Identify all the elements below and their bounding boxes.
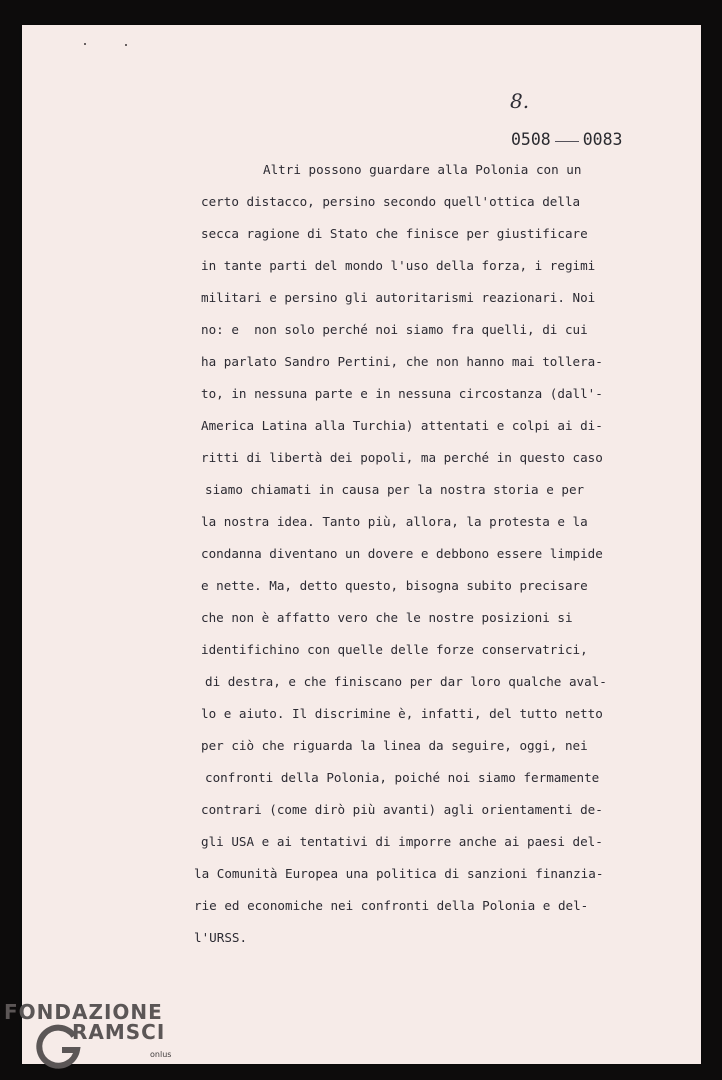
text-line: lo e aiuto. Il discrimine è, infatti, del tutto netto	[201, 706, 603, 721]
archive-code-separator	[555, 141, 579, 142]
text-line: militari e persino gli autoritarismi reazionari. Noi	[201, 290, 596, 305]
text-line: ha parlato Sandro Pertini, che non hanno mai tollera-	[201, 354, 603, 369]
watermark-line1: FONDAZIONE	[4, 1000, 163, 1024]
text-line: no: e non solo perché noi siamo fra quelli, di cui	[201, 322, 588, 337]
text-line: contrari (come dirò più avanti) agli orientamenti de-	[201, 802, 603, 817]
text-line: gli USA e ai tentativi di imporre anche ai paesi del-	[201, 834, 603, 849]
text-line: di destra, e che finiscano per dar loro qualche aval-	[205, 674, 607, 689]
text-line: ritti di libertà dei popoli, ma perché in questo caso	[201, 450, 603, 465]
text-line: identifichino con quelle delle forze conservatrici,	[201, 642, 588, 657]
text-line: confronti della Polonia, poiché noi siamo fermamente	[205, 770, 600, 785]
paper-speck	[84, 43, 86, 45]
text-line: che non è affatto vero che le nostre posizioni si	[201, 610, 573, 625]
watermark-small: onlus	[150, 1050, 172, 1059]
text-line: la nostra idea. Tanto più, allora, la protesta e la	[201, 514, 588, 529]
text-line: la Comunità Europea una politica di sanzioni finanzia-	[194, 866, 604, 881]
watermark-line2: RAMSCI	[72, 1020, 166, 1044]
archive-code-right: 0083	[582, 130, 623, 149]
paper-speck	[125, 44, 127, 46]
text-line: in tante parti del mondo l'uso della forza, i regimi	[201, 258, 596, 273]
text-line: condanna diventano un dovere e debbono essere limpide	[201, 546, 603, 561]
document-page	[22, 25, 701, 1064]
text-line: Altri possono guardare alla Polonia con un	[263, 162, 582, 177]
text-line: America Latina alla Turchia) attentati e colpi ai di-	[201, 418, 603, 433]
text-line: l'URSS.	[194, 930, 248, 945]
text-line: certo distacco, persino secondo quell'ottica della	[201, 194, 581, 209]
watermark-logo	[4, 1000, 194, 1080]
text-line: secca ragione di Stato che finisce per giustificare	[201, 226, 588, 241]
archive-code	[511, 129, 623, 151]
text-line: rie ed economiche nei confronti della Polonia e del-	[194, 898, 589, 913]
text-line: e nette. Ma, detto questo, bisogna subito precisare	[201, 578, 588, 593]
text-line: siamo chiamati in causa per la nostra storia e per	[205, 482, 585, 497]
text-line: per ciò che riguarda la linea da seguire, oggi, nei	[201, 738, 588, 753]
archive-code-left: 0508	[511, 130, 551, 149]
page-number: 8.	[510, 89, 530, 113]
text-line: to, in nessuna parte e in nessuna circostanza (dall'-	[201, 386, 603, 401]
